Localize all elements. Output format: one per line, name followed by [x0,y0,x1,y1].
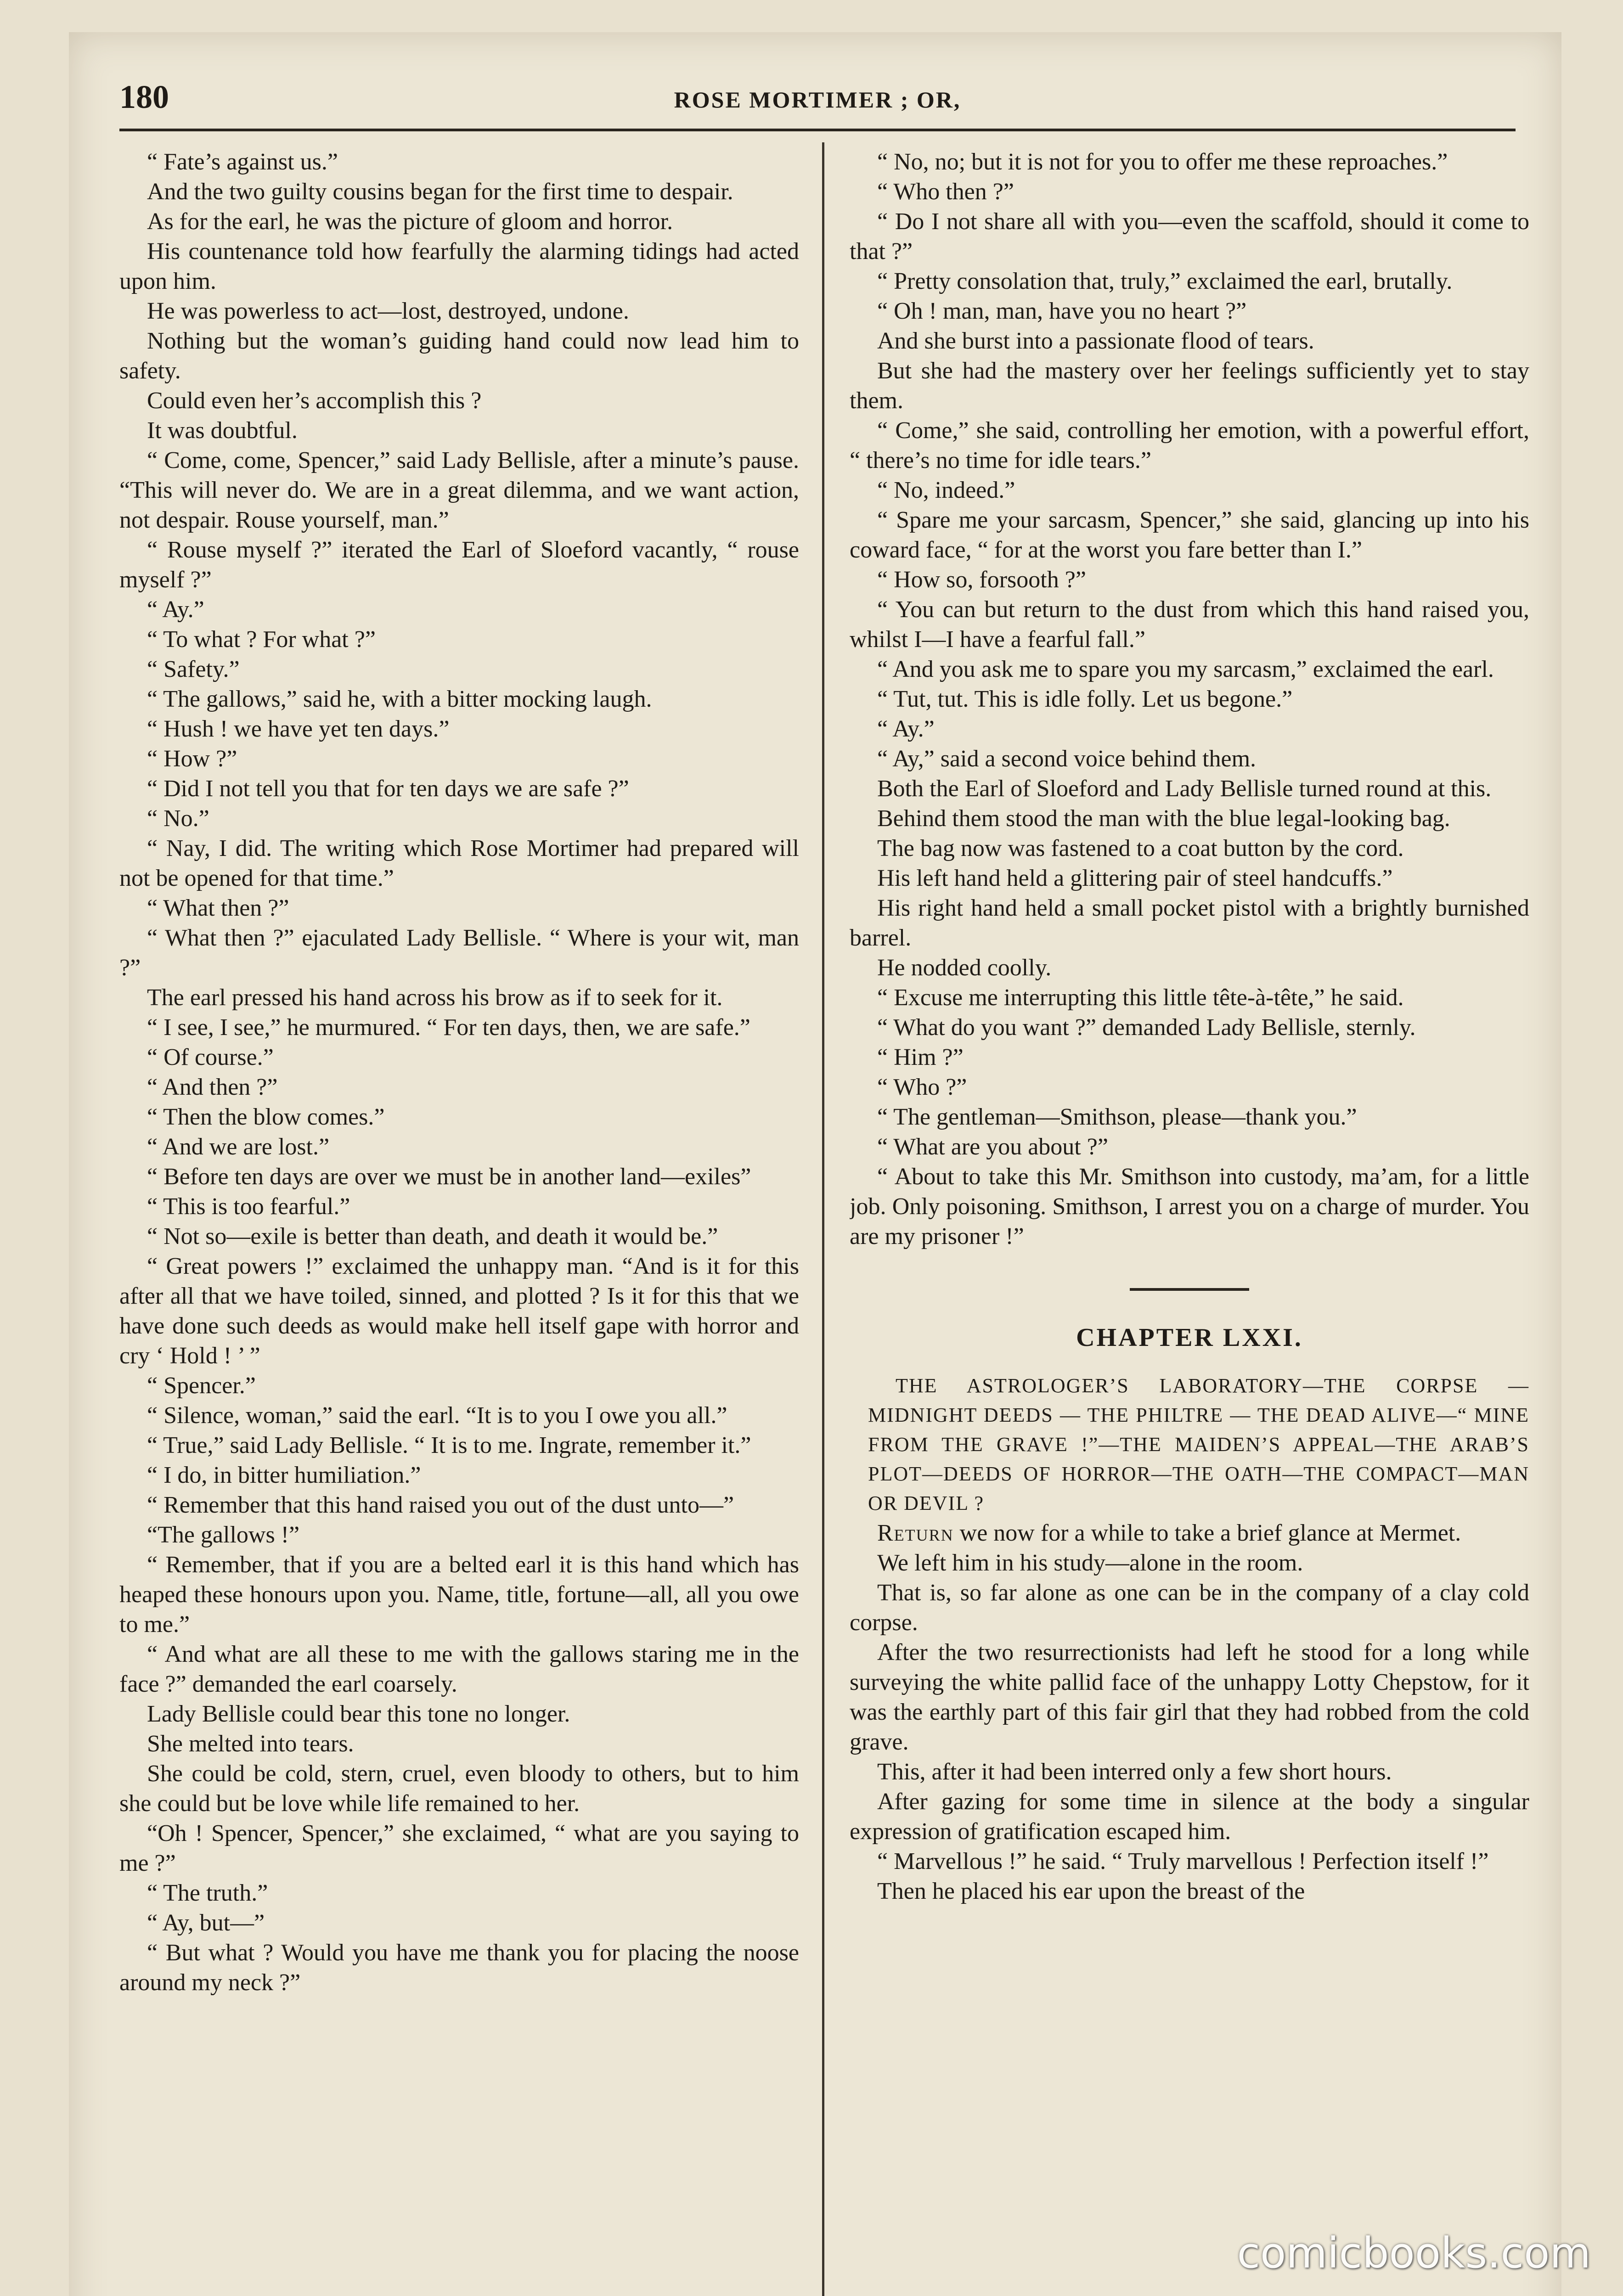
paragraph: “ No, no; but it is not for you to offer me these reproaches.” [877,149,1448,175]
paragraph: “ No.” [147,805,209,832]
paragraph: “ Before ten days are over we must be in another land—exiles” [147,1164,751,1190]
paragraph: “ Did I not tell you that for ten days we are safe ?” [147,776,629,802]
paragraph: “ Excuse me interrupting this little tête-à-tête,” he said. [877,985,1404,1011]
section-rule [1130,1288,1249,1291]
paragraph: “ Oh ! man, man, have you no heart ?” [877,298,1247,324]
paragraph: Behind them stood the man with the blue legal-looking bag. [877,805,1450,832]
paragraph: His right hand held a small pocket pistol with a brightly burnished barrel. [850,895,1529,951]
paragraph: “ Him ?” [877,1044,964,1070]
paragraph: “ Hush ! we have yet ten days.” [147,716,450,742]
right-column-text [850,147,1529,1251]
paragraph: “ Silence, woman,” said the earl. “It is to you I owe you all.” [147,1402,727,1429]
paragraph: “ Ay, but—” [147,1910,265,1936]
paragraph: “ Tut, tut. This is idle folly. Let us begone.” [877,686,1293,712]
paragraph: “ And you ask me to spare you my sarcasm,” exclaimed the earl. [877,656,1494,682]
paragraph: “ Who ?” [877,1074,967,1100]
page-number: 180 [119,79,169,115]
paragraph: It was doubtful. [147,417,298,444]
column-divider [822,142,824,2296]
paragraph: “ No, indeed.” [877,477,1015,503]
paragraph: “ Ay.” [877,716,935,742]
paragraph: “ Spare me your sarcasm, Spencer,” she said, glancing up into his coward face, “ for at the worst you fare better than I.” [850,507,1529,563]
paragraph: “ Great powers !” exclaimed the unhappy man. “And is it for this after all that we have toiled, sinned, and plotted ? Is it for this that we have done such deeds as would make hell itself gape with horror and cry ‘ Hold ! ’ ” [119,1253,799,1369]
paragraph: Then he placed his ear upon the breast of the [877,1878,1305,1904]
chapter-title: CHAPTER LXXI. [1076,1323,1303,1352]
paragraph: “ How ?” [147,746,237,772]
paragraph: “Oh ! Spencer, Spencer,” she exclaimed, “ what are you saying to me ?” [119,1820,799,1876]
chapter-lead-rest: we now for a while to take a brief glance at Mermet. [953,1520,1461,1546]
paragraph: And she burst into a passionate flood of tears. [877,328,1314,354]
paragraph: “ Come, come, Spencer,” said Lady Bellisle, after a minute’s pause. “This will never do. We are in a great dilemma, and we want action, not despair. Rouse yourself, man.” [119,447,799,533]
paragraph: “ But what ? Would you have me thank you for placing the noose around my neck ?” [119,1940,799,1996]
paragraph: “ The gallows,” said he, with a bitter mocking laugh. [147,686,652,712]
paragraph: “ Spencer.” [147,1373,256,1399]
site-watermark: comicbooks.com [1237,2228,1591,2278]
paragraph: “ And we are lost.” [147,1134,330,1160]
paragraph: “ How so, forsooth ?” [877,567,1086,593]
paragraph: “ And then ?” [147,1074,278,1100]
paragraph: “ This is too fearful.” [147,1193,350,1220]
paragraph: Both the Earl of Sloeford and Lady Bellisle turned round at this. [877,776,1492,802]
paragraph: “ True,” said Lady Bellisle. “ It is to me. Ingrate, remember it.” [147,1432,751,1458]
paragraph: After the two resurrectionists had left he stood for a long while surveying the white pallid face of the unhappy Lotty Chepstow, for it was the earthly part of this fair girl that they had robbed from the cold grave. [850,1639,1529,1755]
chapter-opening-paragraph [850,1518,1529,1548]
chapter-lead-word: Return [877,1520,954,1546]
paragraph: “ I do, in bitter humiliation.” [147,1462,421,1488]
chapter-summary: THE ASTROLOGER’S LABORATORY—THE CORPSE — MIDNIGHT DEEDS — THE PHILTRE — THE DEAD ALIVE—“ MINE FROM THE GRAVE !”—THE MAIDEN’S APPEAL—THE ARAB’S PLOT—DEEDS OF HORROR—THE OATH—THE COMPACT—MAN OR DEVIL ? [868,1374,1529,1514]
paragraph: His countenance told how fearfully the alarming tidings had acted upon him. [119,238,799,294]
paragraph: “ Pretty consolation that, truly,” exclaimed the earl, brutally. [877,268,1453,294]
paragraph: “ Of course.” [147,1044,274,1070]
paragraph: And the two guilty cousins began for the first time to despair. [147,179,733,205]
paragraph: “ The gentleman—Smithson, please—thank you.” [877,1104,1357,1130]
paragraph: “The gallows !” [147,1522,300,1548]
paragraph: “ Remember, that if you are a belted earl it is this hand which has heaped these honours upon you. Name, title, fortune—all, all you owe to me.” [119,1552,799,1638]
paragraph: “ What are you about ?” [877,1134,1108,1160]
paragraph: “ Then the blow comes.” [147,1104,385,1130]
running-head: ROSE MORTIMER ; OR, [674,87,961,113]
paragraph: “ The truth.” [147,1880,268,1906]
paragraph: “ Ay.” [147,597,204,623]
paragraph: He nodded coolly. [877,955,1052,981]
paragraph: “ Ay,” said a second voice behind them. [877,746,1257,772]
left-column [119,147,799,2296]
page-header [119,60,1516,131]
paragraph: “ You can but return to the dust from which this hand raised you, whilst I—I have a fearful fall.” [850,597,1529,653]
paragraph: After gazing for some time in silence at the body a singular expression of gratification escaped him. [850,1789,1529,1845]
paragraph: The bag now was fastened to a coat button by the cord. [877,835,1404,861]
paragraph: “ Come,” she said, controlling her emotion, with a powerful effort, “ there’s no time for idle tears.” [850,417,1529,473]
chapter-body [850,1548,1529,1906]
paragraph: “ To what ? For what ?” [147,626,376,653]
paragraph: He was powerless to act—lost, destroyed, undone. [147,298,629,324]
paragraph: “ Nay, I did. The writing which Rose Mortimer had prepared will not be opened for that time.” [119,835,799,891]
paragraph: “ Safety.” [147,656,240,682]
paragraph: “ What then ?” [147,895,289,921]
paragraph: Could even her’s accomplish this ? [147,388,482,414]
paragraph: “ Do I not share all with you—even the scaffold, should it come to that ?” [850,208,1529,264]
paragraph: We left him in his study—alone in the room. [877,1550,1303,1576]
paragraph: “ What then ?” ejaculated Lady Bellisle. “ Where is your wit, man ?” [119,925,799,981]
paragraph: “ And what are all these to me with the gallows staring me in the face ?” demanded the earl coarsely. [119,1641,799,1697]
paragraph: She could be cold, stern, cruel, even bloody to others, but to him she could but be love while life remained to her. [119,1761,799,1817]
paragraph: Nothing but the woman’s guiding hand could now lead him to safety. [119,328,799,384]
paragraph: “ Rouse myself ?” iterated the Earl of Sloeford vacantly, “ rouse myself ?” [119,537,799,593]
paragraph: But she had the mastery over her feelings sufficiently yet to stay them. [850,358,1529,414]
paragraph: This, after it had been interred only a few short hours. [877,1759,1392,1785]
paragraph: Lady Bellisle could bear this tone no longer. [147,1701,570,1727]
paragraph: “ Marvellous !” he said. “ Truly marvellous ! Perfection itself !” [877,1848,1489,1874]
paragraph: “ I see, I see,” he murmured. “ For ten days, then, we are safe.” [147,1014,750,1041]
paragraph: “ Remember that this hand raised you out of the dust unto—” [147,1492,734,1518]
paragraph: She melted into tears. [147,1731,354,1757]
book-page [69,32,1561,2296]
right-column [850,147,1529,2296]
paragraph: “ Who then ?” [877,179,1014,205]
paragraph: “ Fate’s against us.” [147,149,338,175]
paragraph: “ About to take this Mr. Smithson into custody, ma’am, for a little job. Only poisoning. Smithson, I arrest you on a charge of murder. You are my prisoner !” [850,1164,1529,1249]
paragraph: As for the earl, he was the picture of gloom and horror. [147,208,673,235]
paragraph: The earl pressed his hand across his brow as if to seek for it. [147,985,723,1011]
paragraph: That is, so far alone as one can be in the company of a clay cold corpse. [850,1580,1529,1636]
paragraph: “ Not so—exile is better than death, and death it would be.” [147,1223,718,1249]
paragraph: His left hand held a glittering pair of steel handcuffs.” [877,865,1393,891]
paragraph: “ What do you want ?” demanded Lady Bellisle, sternly. [877,1014,1416,1041]
